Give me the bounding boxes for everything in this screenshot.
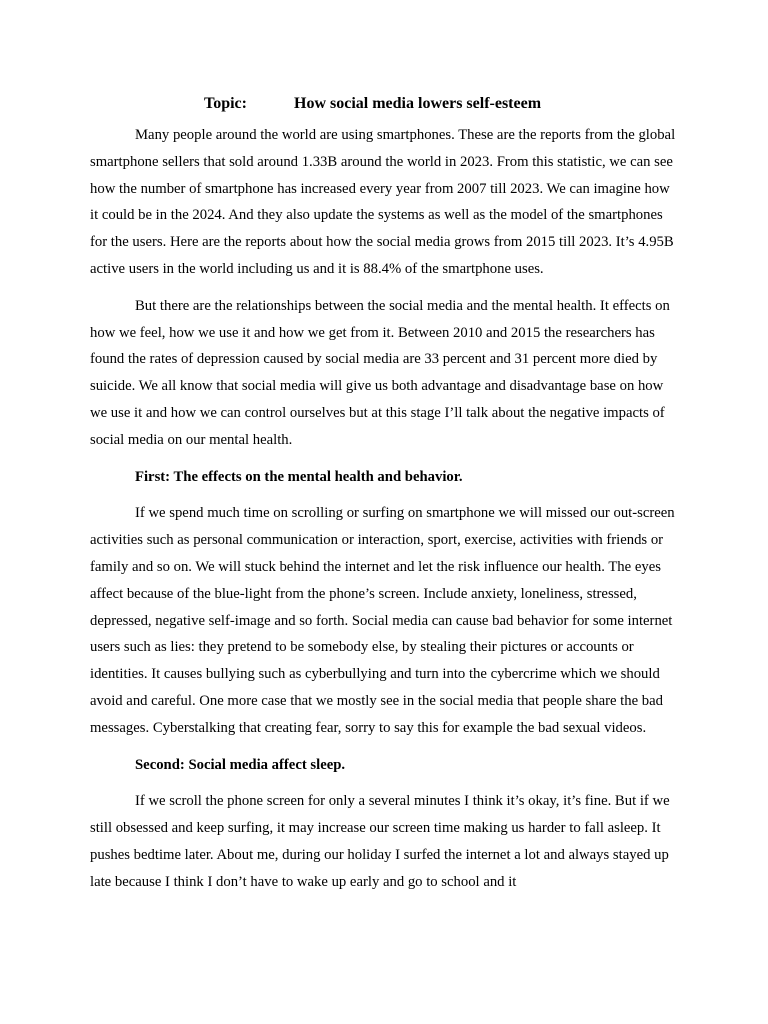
document-title bbox=[90, 92, 680, 116]
section-heading-second: Second: Social media affect sleep. bbox=[135, 756, 346, 773]
paragraph-mental-health: But there are the relationships between the social media and the mental health. It effects on how we feel, how we use it and how we get from it. Between 2010 and 2015 the researchers has found the rates of depression caused by social media are 33 percent and 31 percent more died by suicide. We all know that social media will give us both advantage and disadvantage base on how we use it and how we can control ourselves but at this stage I’ll talk about the negative impacts of social media on our mental health. bbox=[90, 297, 670, 448]
section-heading-first: First: The effects on the mental health and behavior. bbox=[135, 468, 463, 485]
title-label: Topic: bbox=[204, 95, 247, 112]
paragraph-effects: If we spend much time on scrolling or surfing on smartphone we will missed our out-screen activities such as personal communication or interaction, sport, exercise, activities with friends or family and so on. We will stuck behind the internet and let the risk influence our health. The eyes affect because of the blue-light from the phone’s screen. Include anxiety, loneliness, stressed, depressed, negative self-image and so forth. Social media can cause bad behavior for some internet users such as lies: they pretend to be somebody else, by stealing their pictures or accounts or identities. It causes bullying such as cyberbullying and turn into the cybercrime which we should avoid and careful. One more case that we mostly see in the social media that people share the bad messages. Cyberstalking that creating fear, sorry to say this for example the bad sexual videos. bbox=[90, 505, 675, 736]
document-body bbox=[90, 92, 680, 906]
title-text: How social media lowers self-esteem bbox=[294, 95, 542, 112]
paragraph-intro: Many people around the world are using smartphones. These are the reports from the global smartphone sellers that sold around 1.33B around the world in 2023. From this statistic, we can see how the number of smartphone has increased every year from 2007 till 2023. We can imagine how it could be in the 2024. And they also update the systems as well as the model of the smartphones for the users. Here are the reports about how the social media grows from 2015 till 2023. It’s 4.95B active users in the world including us and it is 88.4% of the smartphone uses. bbox=[90, 127, 676, 277]
paragraph-sleep: If we scroll the phone screen for only a several minutes I think it’s okay, it’s fine. But if we still obsessed and keep surfing, it may increase our screen time making us harder to fall asleep. It pushes bedtime later. About me, during our holiday I surfed the internet a lot and always stayed up late because I think I don’t have to wake up early and go to school and it bbox=[90, 793, 670, 890]
